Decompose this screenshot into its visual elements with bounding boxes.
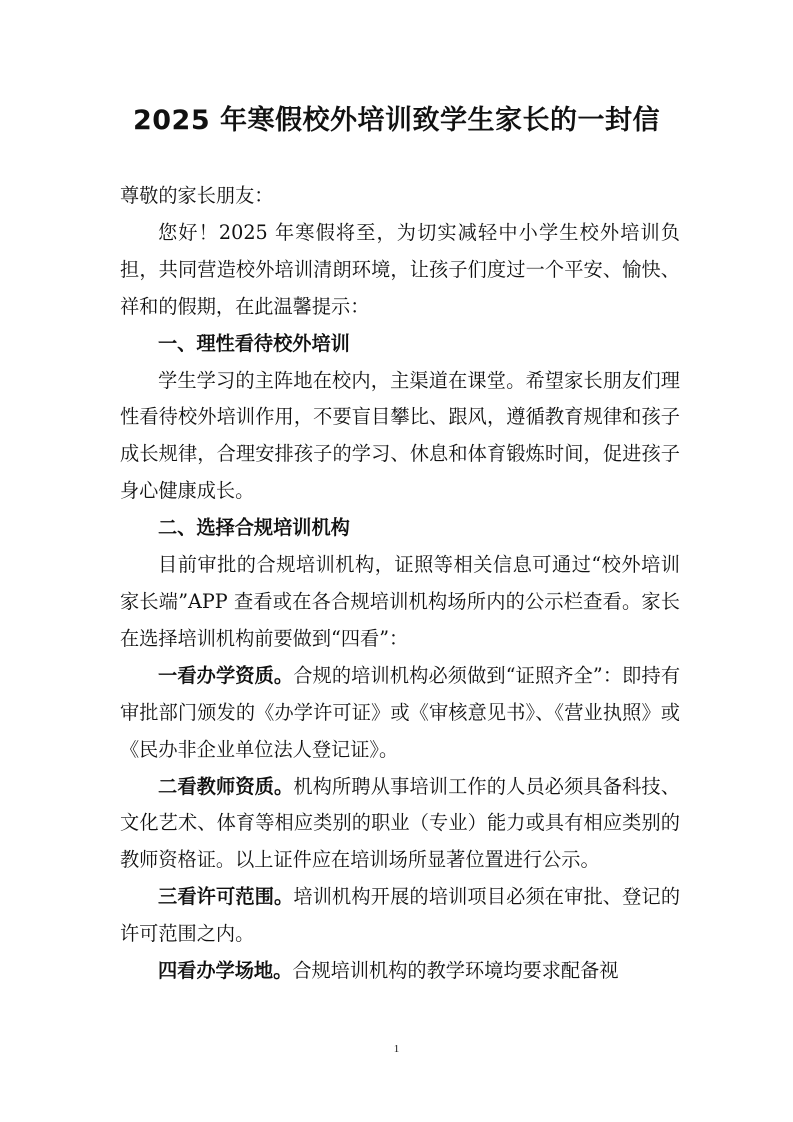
letter-body <box>120 178 680 990</box>
check-item-lead: 二看教师资质。 <box>158 774 294 798</box>
check-item-qualification <box>120 658 680 769</box>
check-item-teacher <box>120 769 680 880</box>
section-paragraph-2: 目前审批的合规培训机构，证照等相关信息可通过“校外培训家长端”APP 查看或在各合规培训机构场所内的公示栏查看。家长在选择培训机构前要做到“四看”： <box>120 553 680 650</box>
section-heading-1: 一、理性看待校外培训 <box>158 331 350 355</box>
letter-title: 2025 年寒假校外培训致学生家长的一封信 <box>132 105 661 136</box>
intro-paragraph: 您好！2025 年寒假将至，为切实减轻中小学生校外培训负担，共同营造校外培训清朗环境，让孩子们度过一个平安、愉快、祥和的假期，在此温馨提示： <box>120 220 680 318</box>
section-paragraph-1: 学生学习的主阵地在校内，主渠道在课堂。希望家长朋友们理性看待校外培训作用，不要盲目攀比、跟风，遵循教育规律和孩子成长规律，合理安排孩子的学习、休息和体育锻炼时间，促进孩子身心健康成长。 <box>120 368 680 503</box>
section-heading-2: 二、选择合规培训机构 <box>158 516 350 540</box>
check-item-lead: 四看办学场地。 <box>158 959 293 983</box>
check-item-text: 合规培训机构的教学环境均要求配备视 <box>292 959 619 983</box>
check-item-lead: 三看许可范围。 <box>158 885 294 909</box>
check-item-venue <box>120 953 680 990</box>
check-item-lead: 一看办学资质。 <box>158 663 294 687</box>
check-item-scope <box>120 879 680 953</box>
page-number: 1 <box>393 1043 400 1055</box>
check-item-text: 机构所聘从事培训工作的人员必须具备科技、文化艺术、体育等相应类别的职业（专业）能力或具有相应类别的教师资格证。以上证件应在培训场所显著位置进行公示。 <box>120 774 681 872</box>
check-item-text: 合规的培训机构必须做到“证照齐全”：即持有审批部门颁发的《办学许可证》或《审核意见书》、《营业执照》或《民办非企业单位法人登记证》。 <box>120 663 681 761</box>
greeting: 尊敬的家长朋友： <box>120 184 274 207</box>
check-item-text: 培训机构开展的培训项目必须在审批、登记的许可范围之内。 <box>120 885 681 946</box>
